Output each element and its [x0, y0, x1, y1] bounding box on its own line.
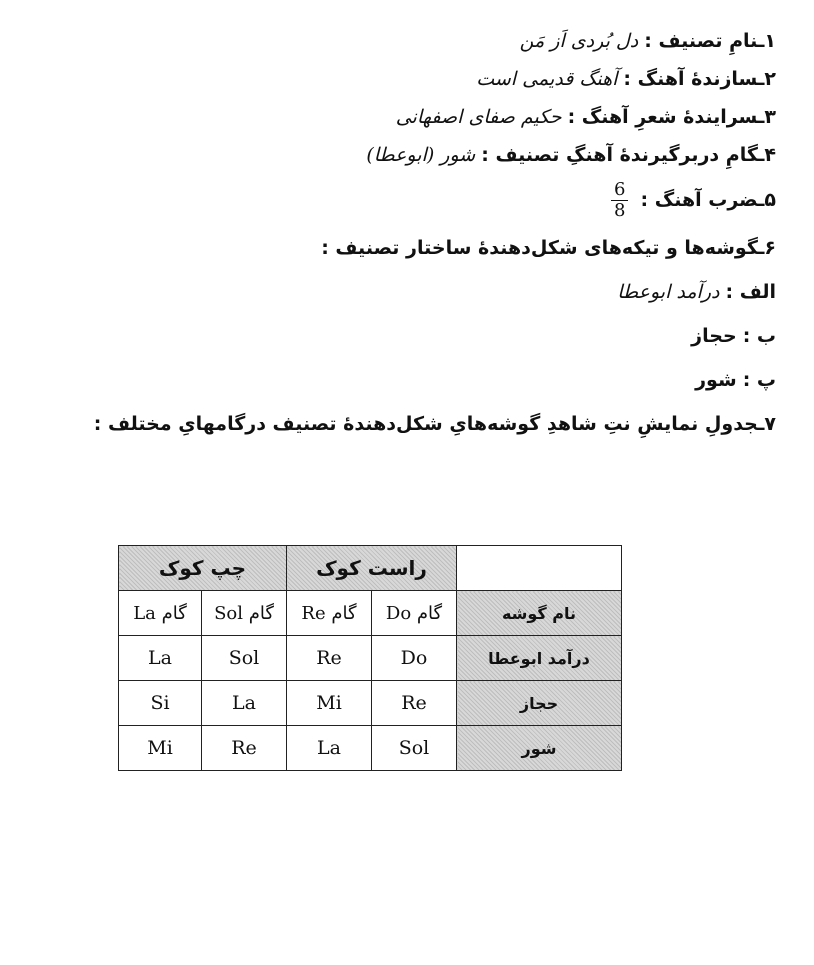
table-cell: Do	[372, 636, 457, 681]
item-value: دل بُردی اَز مَن	[519, 30, 639, 52]
item-composer	[16, 60, 776, 98]
table-cell: Re	[372, 681, 457, 726]
sub-item-label: پ :	[742, 369, 776, 391]
table-cell: Re	[202, 726, 287, 771]
item-number: ۳ـ	[757, 106, 776, 128]
column-header: گام Re	[287, 591, 372, 636]
time-signature-numerator: 6	[611, 180, 628, 201]
time-signature	[611, 180, 628, 221]
item-label: گوشه‌ها و تیکه‌های شکل‌دهندهٔ ساختار تصنیف :	[321, 237, 758, 259]
item-label: ضرب آهنگ :	[640, 189, 758, 211]
item-number: ۱ـ	[757, 30, 776, 52]
sub-item-value: حجاز	[691, 325, 737, 347]
item-label: سازندهٔ آهنگ :	[623, 68, 758, 90]
table-cell: La	[202, 681, 287, 726]
item-title	[16, 22, 776, 60]
row-header: درآمد ابوعطا	[457, 636, 622, 681]
item-number: ۶ـ	[757, 237, 776, 259]
item-meter	[16, 174, 776, 226]
table-column-header-row	[119, 591, 622, 636]
table-title	[16, 402, 776, 446]
shahed-notes-table	[118, 545, 622, 771]
sub-item-p	[16, 358, 776, 402]
table-corner-empty	[457, 546, 622, 591]
time-signature-denominator: 8	[614, 200, 626, 221]
table-cell: La	[287, 726, 372, 771]
sub-item-a	[16, 270, 776, 314]
column-header: گام Do	[372, 591, 457, 636]
item-number: ۴ـ	[757, 144, 776, 166]
sub-item-value: درآمد ابوعطا	[617, 281, 720, 303]
item-poet	[16, 98, 776, 136]
item-number: ۲ـ	[757, 68, 776, 90]
column-header: گام La	[119, 591, 202, 636]
table-cell: Mi	[287, 681, 372, 726]
table-cell: La	[119, 636, 202, 681]
row-header: شور	[457, 726, 622, 771]
item-number: ۵ـ	[757, 189, 776, 211]
item-sections	[16, 226, 776, 270]
group-chap-kuk: چپ کوک	[119, 546, 287, 591]
table-row	[119, 636, 622, 681]
table-group-header-row	[119, 546, 622, 591]
item-value: شور (ابوعطا)	[366, 144, 476, 166]
table-title-label: جدولِ نمایشِ نتِ شاهدِ گوشه‌هایِ شکل‌دهندهٔ تصنیف درگامهایِ مختلف :	[93, 413, 758, 435]
item-label: نامِ تصنیف :	[644, 30, 758, 52]
item-value: آهنگ قدیمی است	[476, 68, 618, 90]
sub-item-value: شور	[695, 369, 737, 391]
table-cell: Mi	[119, 726, 202, 771]
sub-item-label: ب :	[742, 325, 776, 347]
sub-item-label: الف :	[725, 281, 776, 303]
table-cell: Si	[119, 681, 202, 726]
table-cell: Sol	[372, 726, 457, 771]
table-corner-label: نام گوشه	[457, 591, 622, 636]
column-header: گام Sol	[202, 591, 287, 636]
table-row	[119, 726, 622, 771]
item-label: سرایندهٔ شعرِ آهنگ :	[567, 106, 758, 128]
table-cell: Re	[287, 636, 372, 681]
document-body	[16, 22, 776, 446]
row-header: حجاز	[457, 681, 622, 726]
item-value: حکیم صفای اصفهانی	[395, 106, 562, 128]
sub-item-b	[16, 314, 776, 358]
table-cell: Sol	[202, 636, 287, 681]
item-label: گامِ دربرگیرندهٔ آهنگِ تصنیف :	[481, 144, 758, 166]
item-number: ۷ـ	[757, 413, 776, 435]
item-scale	[16, 136, 776, 174]
group-rast-kuk: راست کوک	[287, 546, 457, 591]
table-row	[119, 681, 622, 726]
